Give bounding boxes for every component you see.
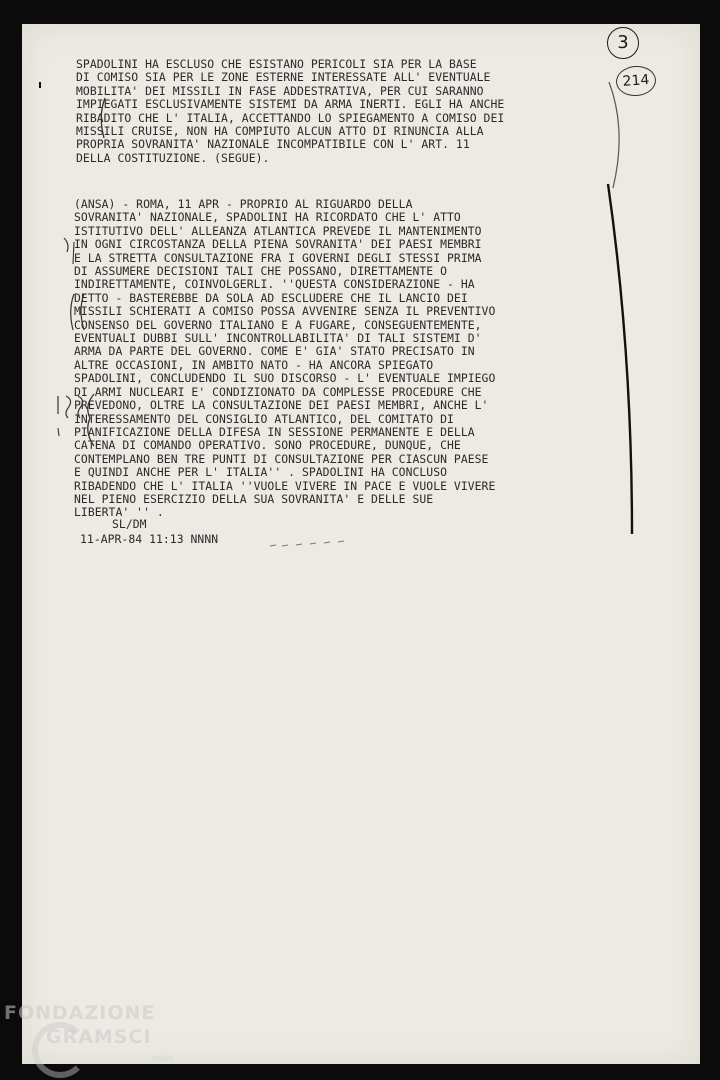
margin-curve-right-icon: [605, 80, 627, 190]
margin-vertical-line-icon: [606, 182, 636, 536]
telex-paragraph-2: (ANSA) - ROMA, 11 APR - PROPRIO AL RIGUARDO DELLA SOVRANITA' NAZIONALE, SPADOLINI HA RICORDATO CHE L' ATTO ISTITUTIVO DELL' ALLEANZA ATLANTICA PREVEDE IL MANTENIMENTO IN OGNI CIRCOSTANZA DELLA PIENA SOVRANITA' DEI PAESI MEMBRI E LA STRETTA CONSULTAZIONE FRA I GOVERNI DEGLI STESSI PRIMA DI ASSUMERE DECISIONI TALI CHE POSSANO, DIRETTAMENTE O INDIRETTAMENTE, COINVOLGERLI. ''QUESTA CONSIDERAZIONE - HA DETTO - BASTEREBBE DA SOLA AD ESCLUDERE CHE IL LANCIO DEI MISSILI SCHIERATI A COMISO POSSA AVVENIRE SENZA IL PREVENTIVO CONSENSO DEL GOVERNO ITALIANO E A FUGARE, CONSEGUENTEMENTE, EVENTUALI DUBBI SULL' INCONTROLLABILITA' DI TALI SISTEMI D' ARMA DA PARTE DEL GOVERNO. COME E' GIA' STATO PRECISATO IN ALTRE OCCASIONI, IN AMBITO NATO - HA ANCORA SPIEGATO SPADOLINI, CONCLUDENDO IL SUO DISCORSO - L' EVENTUALE IMPIEGO DI ARMI NUCLEARI E' CONDIZIONATO DA COMPLESSE PROCEDURE CHE PREVEDONO, OLTRE LA CONSULTAZIONE DEI PAESI MEMBRI, ANCHE L' INTERESSAMENTO DEL CONSIGLIO ATLANTICO, DEL COMITATO DI PIANIFICAZIONE DELLA DIFESA IN SESSIONE PERMANENTE E DELLA CATENA DI COMANDO OPERATIVO. SONO PROCEDURE, DUNQUE, CHE CONTEMPLANO BEN TRE PUNTI DI CONSULTAZIONE PER CIASCUN PAESE E QUINDI ANCHE PER L' ITALIA'' . SPADOLINI HA CONCLUSO RIBADENDO CHE L' ITALIA ''VUOLE VIVERE IN PACE E VUOLE VIVERE NEL PIENO ESERCIZIO DELLA SUA SOVRANITA' E DELLE SUE LIBERTA' '' .: [74, 197, 496, 520]
margin-tick-1-icon: [58, 234, 78, 270]
margin-brace-bottom-icon: [52, 392, 98, 448]
telex-paragraph-1: SPADOLINI HA ESCLUSO CHE ESISTANO PERICOLI SIA PER LA BASE DI COMISO SIA PER LE ZONE ESTERNE INTERESSATE ALL' EVENTUALE MOBILITA' DEI MISSILI IN FASE ADDESTRATIVA, PER CUI SARANNO IMPIEGATI ESCLUSIVAMENTE SISTEMI DA ARMA INERTI. EGLI HA ANCHE RIBADITO CHE L' ITALIA, ACCETTANDO LO SPIEGAMENTO A COMISO DEI MISSILI CRUISE, NON HA COMPIUTO ALCUN ATTO DI RINUNCIA ALLA PROPRIA SOVRANITA' NAZIONALE INCOMPATIBILE CON L' ART. 11 DELLA COSTITUZIONE. (SEGUE).: [76, 57, 505, 165]
page-number: 3: [617, 32, 629, 53]
fondazione-gramsci-watermark: [4, 1000, 184, 1080]
watermark-line-1: FONDAZIONE: [4, 1002, 156, 1024]
watermark-line-2: GRAMSCI: [46, 1026, 152, 1048]
faint-dash-marks-icon: [268, 536, 358, 550]
page-number-stamp: [607, 27, 639, 59]
telex-signoff: SL/DM: [112, 517, 147, 531]
telex-timestamp-footer: 11-APR-84 11:13 NNNN: [80, 532, 219, 546]
margin-bracket-mid-icon: [66, 292, 92, 332]
ink-dot-icon: [36, 80, 44, 90]
sheet-number: 214: [622, 72, 650, 90]
margin-bracket-top-icon: [96, 96, 108, 140]
watermark-line-3: onlus: [152, 1054, 174, 1063]
